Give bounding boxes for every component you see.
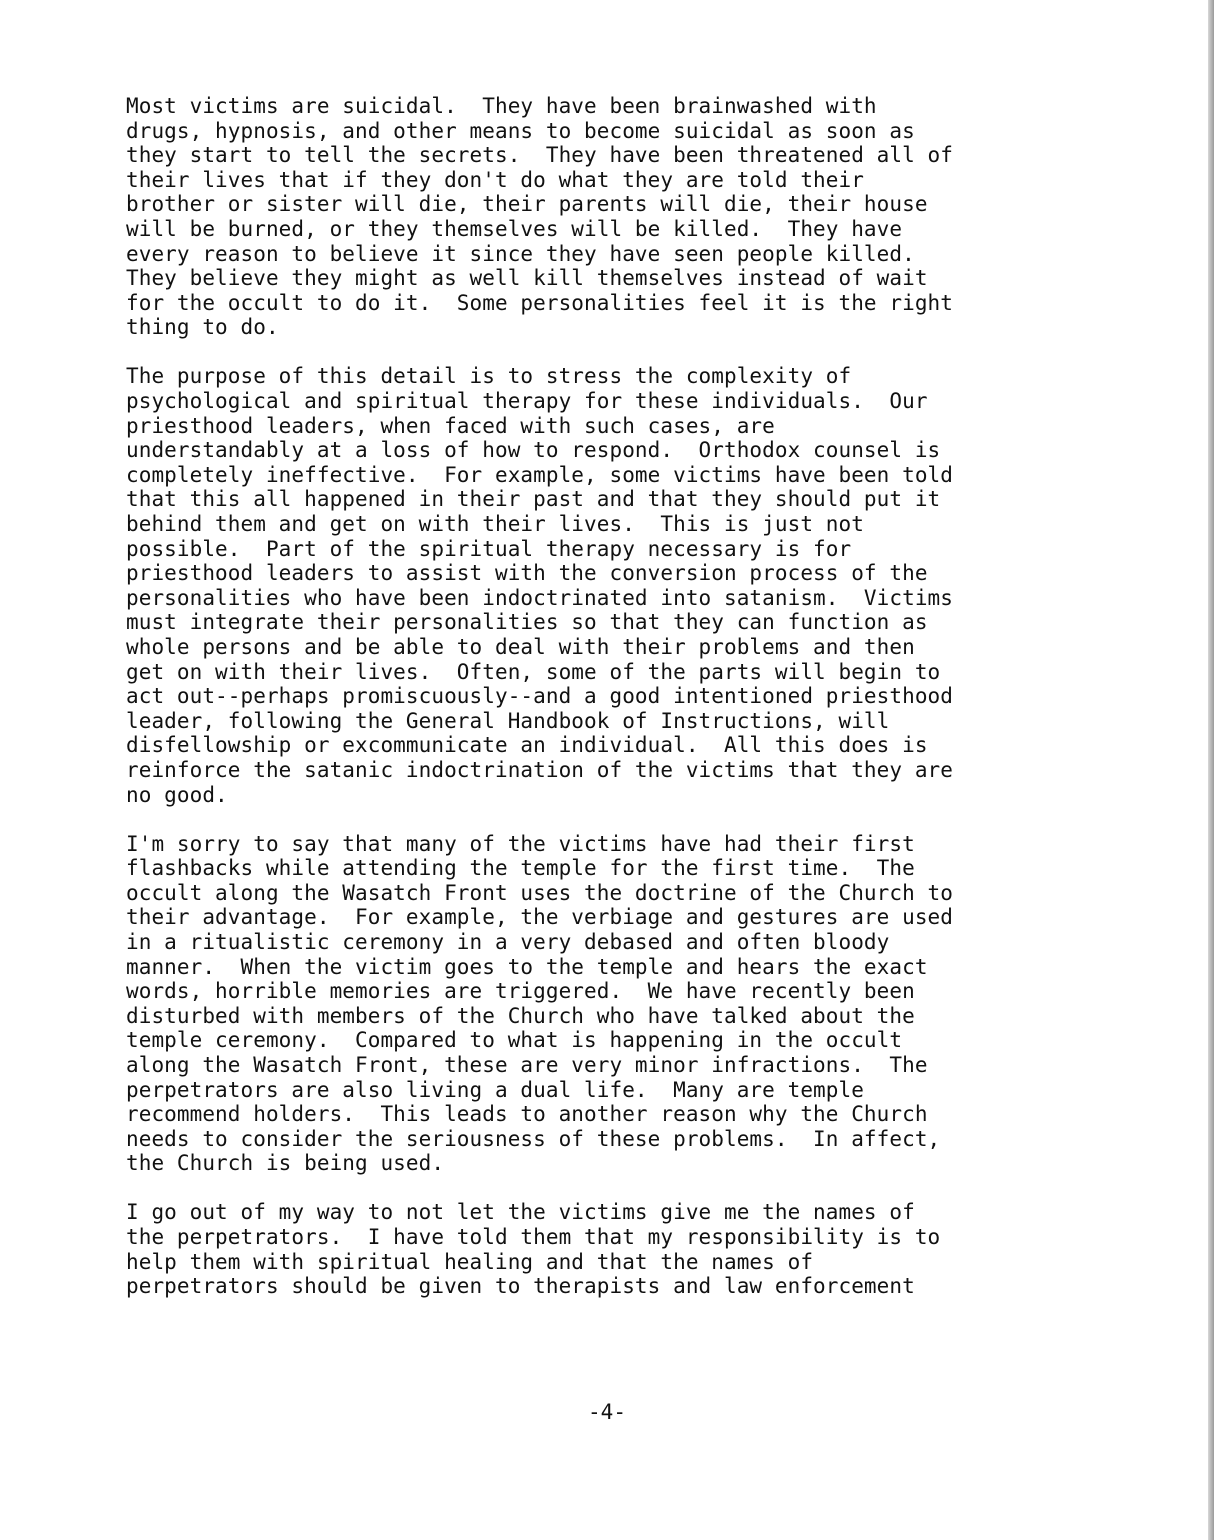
text-line: will be burned, or they themselves will be killed. They have (126, 216, 903, 241)
text-line: manner. When the victim goes to the temple and hears the exact (126, 954, 928, 979)
document-body (126, 94, 1106, 1323)
text-line: needs to consider the seriousness of these problems. In affect, (126, 1126, 941, 1151)
paragraph (126, 832, 1106, 1176)
text-line: they start to tell the secrets. They have been threatened all of (126, 143, 953, 168)
text-line: every reason to believe it since they have seen people killed. (126, 241, 915, 266)
text-line: the Church is being used. (126, 1151, 445, 1176)
text-line: recommend holders. This leads to another reason why the Church (126, 1102, 928, 1127)
paragraph (126, 1200, 1106, 1298)
text-line: They believe they might as well kill themselves instead of wait (126, 266, 928, 291)
text-line: their advantage. For example, the verbiage and gestures are used (126, 905, 953, 930)
page-edge-shadow (1208, 0, 1214, 1540)
text-line: I'm sorry to say that many of the victims have had their first (126, 831, 915, 856)
text-line: leader, following the General Handbook of Instructions, will (126, 708, 890, 733)
text-line: along the Wasatch Front, these are very minor infractions. The (126, 1052, 928, 1077)
text-line: personalities who have been indoctrinated into satanism. Victims (126, 585, 953, 610)
text-line: whole persons and be able to deal with their problems and then (126, 634, 915, 659)
text-line: act out--perhaps promiscuously--and a good intentioned priesthood (126, 684, 953, 709)
page-number: -4- (588, 1400, 626, 1424)
text-line: psychological and spiritual therapy for these individuals. Our (126, 389, 928, 414)
text-line: possible. Part of the spiritual therapy necessary is for (126, 536, 852, 561)
text-line: understandably at a loss of how to respond. Orthodox counsel is (126, 438, 941, 463)
text-line: in a ritualistic ceremony in a very debased and often bloody (126, 930, 890, 954)
text-line: Most victims are suicidal. They have been brainwashed with (126, 94, 877, 118)
text-line: drugs, hypnosis, and other means to become suicidal as soon as (126, 118, 915, 143)
paragraph (126, 364, 1106, 807)
text-line: for the occult to do it. Some personalities feel it is the right (126, 290, 953, 315)
text-line: perpetrators should be given to therapists and law enforcement (126, 1274, 915, 1299)
text-line: words, horrible memories are triggered. We have recently been (126, 979, 915, 1004)
text-line: behind them and get on with their lives. This is just not (126, 512, 864, 536)
text-line: disturbed with members of the Church who have talked about the (126, 1003, 915, 1028)
text-line: occult along the Wasatch Front uses the doctrine of the Church to (126, 880, 953, 905)
text-line: priesthood leaders, when faced with such cases, are (126, 413, 775, 438)
text-line: must integrate their personalities so that they can function as (126, 610, 928, 635)
text-line: perpetrators are also living a dual life. Many are temple (126, 1077, 864, 1102)
text-line: disfellowship or excommunicate an individual. All this does is (126, 733, 928, 758)
text-line: help them with spiritual healing and that the names of (126, 1249, 814, 1274)
text-line: The purpose of this detail is to stress the complexity of (126, 364, 852, 389)
text-line: their lives that if they don't do what they are told their (126, 167, 864, 192)
text-line: priesthood leaders to assist with the conversion process of the (126, 561, 928, 586)
text-line: that this all happened in their past and that they should put it (126, 487, 941, 512)
text-line: I go out of my way to not let the victims give me the names of (126, 1200, 915, 1225)
text-line: no good. (126, 782, 228, 807)
paragraph (126, 94, 1106, 340)
text-line: reinforce the satanic indoctrination of the victims that they are (126, 757, 953, 782)
text-line: brother or sister will die, their parents will die, their house (126, 192, 928, 217)
text-line: the perpetrators. I have told them that my responsibility is to (126, 1225, 941, 1250)
text-line: thing to do. (126, 315, 279, 340)
text-line: get on with their lives. Often, some of the parts will begin to (126, 659, 941, 684)
text-line: completely ineffective. For example, some victims have been told (126, 462, 953, 487)
text-line: temple ceremony. Compared to what is happening in the occult (126, 1028, 903, 1053)
text-line: flashbacks while attending the temple for the first time. The (126, 856, 915, 881)
